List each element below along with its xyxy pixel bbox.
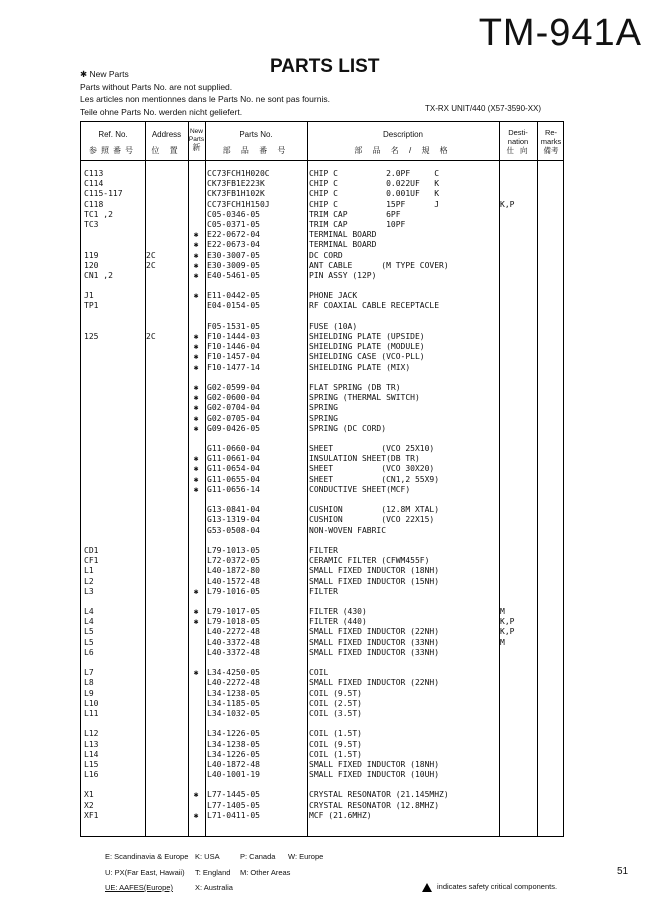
parts-number-cell: G13-0841-04 [207,505,260,515]
table-row [81,678,563,688]
parts-number-cell: L77-1405-05 [207,800,260,810]
ref-cell: L5 [84,637,94,647]
new-parts-mark: ✱ [193,291,199,301]
ref-cell: X1 [84,790,94,800]
description-cell: SPRING [309,403,338,413]
table-row [81,291,563,301]
description-cell: COIL (1.5T) [309,729,362,739]
ref-cell: L10 [84,698,99,708]
table-row [81,363,563,373]
ref-cell: 119 [84,250,99,260]
unit-label: TX-RX UNIT/440 (X57-3590-XX) [425,104,542,113]
legend-w: W: Europe [288,852,324,861]
row-spacer [81,536,563,546]
description-cell: SHIELDING PLATE (MIX) [309,362,411,372]
parts-number-cell: CK73FB1H102K [207,189,265,199]
description-cell: SMALL FIXED INDUCTOR (10UH) [309,770,440,780]
parts-table [80,121,564,837]
new-parts-mark: ✱ [193,382,199,392]
legend-p: P: Canada [240,852,276,861]
page-number: 51 [617,866,629,877]
table-row [81,740,563,750]
description-cell: SMALL FIXED INDUCTOR (15NH) [309,576,440,586]
row-spacer [81,658,563,668]
description-cell: CERAMIC FILTER (CFWM455F) [309,556,430,566]
table-row [81,322,563,332]
ref-cell: L11 [84,708,99,718]
new-parts-mark: ✱ [193,464,199,474]
table-row [81,393,563,403]
description-cell: FILTER [309,545,338,555]
new-parts-mark: ✱ [193,352,199,362]
parts-number-cell: C05-0371-05 [207,219,260,229]
parts-number-cell: L34-1226-05 [207,749,260,759]
table-row [81,230,563,240]
header-destination: Desti-nation 仕 向 [506,128,530,155]
legend-x: X: Australia [195,883,233,892]
new-parts-mark: ✱ [193,342,199,352]
row-spacer [81,495,563,505]
table-row [81,444,563,454]
ref-cell: L4 [84,617,94,627]
row-spacer [81,373,563,383]
description-cell: COIL (9.5T) [309,739,362,749]
description-cell: SHEET (VCO 30X20) [309,464,435,474]
parts-number-cell: F10-1444-03 [207,332,260,341]
parts-number-cell: L40-3372-48 [207,637,260,647]
note-english: Parts without Parts No. are not supplied. [80,81,233,92]
ref-cell: J1 [84,291,94,301]
parts-number-cell: G09-0426-05 [207,423,260,433]
parts-number-cell: L40-2272-48 [207,678,260,688]
table-row [81,220,563,230]
description-cell: NON-WOVEN FABRIC [309,525,387,535]
table-row [81,750,563,760]
address-cell: 2C [146,332,156,341]
warning-triangle-icon [422,883,432,892]
new-parts-mark: ✱ [193,484,199,494]
new-parts-mark: ✱ [193,474,199,484]
note-french: Les articles non mentionnes dans le Parts No. ne sont pas fournis. [80,94,330,104]
ref-cell: C118 [84,199,104,209]
ref-cell: TP1 [84,301,99,311]
table-row [81,464,563,474]
table-row [81,485,563,495]
table-row [81,790,563,800]
parts-number-cell: F10-1457-04 [207,352,260,362]
new-parts-mark: ✱ [193,668,199,678]
ref-cell: L2 [84,576,94,586]
parts-number-cell: L40-3372-48 [207,647,260,657]
ref-cell: CN1 ,2 [84,270,113,280]
table-row [81,668,563,678]
parts-number-cell: L40-1872-80 [207,566,260,576]
new-parts-mark: ✱ [193,240,199,250]
description-cell: ANT CABLE (M TYPE COVER) [309,260,449,270]
description-cell: CRYSTAL RESONATOR (12.8MHZ) [309,800,440,810]
description-cell: SMALL FIXED INDUCTOR (22NH) [309,627,440,637]
parts-number-cell: L34-1185-05 [207,698,260,708]
table-row [81,699,563,709]
ref-cell: TC1 ,2 [84,209,113,219]
parts-number-cell: G02-0705-04 [207,413,260,423]
header-description: Description 部 品 名 / 規 格 [354,130,452,155]
parts-number-cell: L34-1238-05 [207,688,260,698]
table-row [81,617,563,627]
table-row [81,240,563,250]
description-cell: PIN ASSY (12P) [309,270,377,280]
description-cell: FUSE (10A) [309,321,358,331]
model-number: TM-941A [478,12,642,54]
description-cell: CHIP C 0.022UF K [309,179,440,189]
ref-cell: XF1 [84,810,99,820]
table-row [81,261,563,271]
table-row [81,709,563,719]
description-cell: SPRING [309,413,338,423]
description-cell: INSULATION SHEET(DB TR) [309,454,420,464]
table-row [81,760,563,770]
ref-cell: L8 [84,678,94,688]
description-cell: SMALL FIXED INDUCTOR (18NH) [309,566,440,576]
ref-cell: CF1 [84,556,99,566]
parts-number-cell: L40-2272-48 [207,627,260,637]
table-row [81,515,563,525]
table-row [81,189,563,199]
description-cell: TRIM CAP 6PF [309,209,401,219]
table-row [81,689,563,699]
new-parts-mark: ✱ [193,260,199,270]
row-spacer [81,780,563,790]
ref-cell: L15 [84,759,99,769]
note-german: Teile ohne Parts No. werden nicht geliefert. [80,106,243,117]
table-row [81,801,563,811]
destination-cell: M [500,607,505,617]
note-new-parts: ✱ New Parts [80,69,129,79]
destination-cell: K,P [500,199,515,209]
parts-number-cell: E22-0672-04 [207,230,260,240]
page-title: PARTS LIST [270,56,380,77]
parts-number-cell: L79-1017-05 [207,607,260,617]
table-row [81,301,563,311]
ref-cell: 120 [84,260,99,270]
parts-number-cell: F10-1477-14 [207,362,260,372]
parts-number-cell: E30-3009-05 [207,260,260,270]
description-cell: CRYSTAL RESONATOR (21.145MHZ) [309,790,449,800]
parts-number-cell: L77-1445-05 [207,790,260,800]
legend-e: E: Scandinavia & Europe [105,852,189,861]
parts-number-cell: L34-1226-05 [207,729,260,739]
ref-cell: L12 [84,729,99,739]
parts-number-cell: G02-0599-04 [207,382,260,392]
description-cell: COIL (3.5T) [309,708,362,718]
table-row [81,811,563,821]
table-row [81,648,563,658]
table-row [81,556,563,566]
ref-cell: L3 [84,586,94,596]
destination-cell: M [500,637,505,647]
description-cell: SHIELDING PLATE (MODULE) [309,342,425,352]
table-row [81,403,563,413]
parts-number-cell: E30-3007-05 [207,250,260,260]
new-parts-mark: ✱ [193,423,199,433]
description-cell: PHONE JACK [309,291,358,301]
description-cell: COIL [309,668,329,678]
address-cell: 2C [146,250,156,260]
table-row [81,729,563,739]
table-row [81,770,563,780]
row-spacer [81,312,563,322]
description-cell: DC CORD [309,250,343,260]
parts-number-cell: L71-0411-05 [207,810,260,820]
destination-cell: K,P [500,627,515,637]
table-row [81,179,563,189]
description-cell: FILTER (430) [309,607,367,617]
parts-number-cell: G11-0655-04 [207,474,260,484]
ref-cell: L1 [84,566,94,576]
ref-cell: L7 [84,668,94,678]
new-parts-mark: ✱ [193,607,199,617]
description-cell: SPRING (THERMAL SWITCH) [309,393,420,403]
parts-number-cell: L34-1032-05 [207,708,260,718]
table-row [81,607,563,617]
parts-number-cell: L34-1238-05 [207,739,260,749]
ref-cell: L6 [84,647,94,657]
header-divider [81,160,563,161]
parts-number-cell: G11-0661-04 [207,454,260,464]
parts-number-cell: G53-0508-04 [207,525,260,535]
description-cell: CONDUCTIVE SHEET(MCF) [309,484,411,494]
parts-number-cell: F10-1446-04 [207,342,260,352]
description-cell: FILTER (440) [309,617,367,627]
safety-note: indicates safety critical components. [422,882,557,892]
parts-number-cell: E40-5461-05 [207,270,260,280]
table-row [81,332,563,342]
description-cell: TERMINAL BOARD [309,230,377,240]
description-cell: SMALL FIXED INDUCTOR (33NH) [309,637,440,647]
table-row [81,587,563,597]
description-cell: COIL (2.5T) [309,698,362,708]
header-new-parts: New Parts 新 [188,128,205,152]
parts-number-cell: G02-0704-04 [207,403,260,413]
ref-cell: C114 [84,179,104,189]
description-cell: COIL (9.5T) [309,688,362,698]
ref-cell: L13 [84,739,99,749]
description-cell: TERMINAL BOARD [309,240,377,250]
table-row [81,271,563,281]
parts-number-cell: L79-1016-05 [207,586,260,596]
table-row [81,210,563,220]
header-address: Address 位 置 [151,130,182,155]
description-cell: TRIM CAP 10PF [309,219,406,229]
description-cell: SHEET (VCO 25X10) [309,444,435,454]
description-cell: CHIP C 2.0PF C [309,169,440,178]
description-cell: CUSHION (12.8M XTAL) [309,505,440,515]
table-row [81,342,563,352]
parts-number-cell: E22-0673-04 [207,240,260,250]
header-remarks: Re-marks 備考 [540,128,562,155]
destination-cell: K,P [500,617,515,627]
header-ref: Ref. No. 参照番号 [89,130,137,155]
description-cell: SHIELDING CASE (VCO-PLL) [309,352,425,362]
parts-number-cell: G02-0600-04 [207,393,260,403]
new-parts-mark: ✱ [193,454,199,464]
ref-cell: L9 [84,688,94,698]
notes-block [80,68,330,118]
new-parts-mark: ✱ [193,393,199,403]
parts-number-cell: G11-0656-14 [207,484,260,494]
description-cell: MCF (21.6MHZ) [309,810,372,820]
ref-cell: L14 [84,749,99,759]
table-row [81,546,563,556]
new-parts-mark: ✱ [193,270,199,280]
ref-cell: L4 [84,607,94,617]
parts-number-cell: L34-4250-05 [207,668,260,678]
table-row [81,251,563,261]
table-row [81,169,563,179]
table-row [81,454,563,464]
parts-number-cell: CK73FB1E223K [207,179,265,189]
description-cell: CHIP C 15PF J [309,199,440,209]
table-row [81,505,563,515]
new-parts-mark: ✱ [193,230,199,240]
legend-t: T: England [195,868,231,877]
new-parts-mark: ✱ [193,332,199,341]
ref-cell: TC3 [84,219,99,229]
table-row [81,638,563,648]
new-parts-mark: ✱ [193,362,199,372]
table-row [81,414,563,424]
parts-number-cell: L40-1001-19 [207,770,260,780]
header-parts-no: Parts No. 部 品 番 号 [222,130,290,155]
legend-u: U: PX(Far East, Hawaii) [105,868,185,877]
description-cell: FILTER [309,586,338,596]
parts-number-cell: CC73FCH1H150J [207,199,270,209]
ref-cell: CD1 [84,545,99,555]
parts-number-cell: E04-0154-05 [207,301,260,311]
description-cell: FLAT SPRING (DB TR) [309,382,401,392]
new-parts-mark: ✱ [193,403,199,413]
description-cell: SPRING (DC CORD) [309,423,387,433]
description-cell: CHIP C 0.001UF K [309,189,440,199]
legend-ue: UE: AAFES(Europe) [105,883,173,892]
table-row [81,200,563,210]
description-cell: SMALL FIXED INDUCTOR (22NH) [309,678,440,688]
description-cell: COIL (1.5T) [309,749,362,759]
description-cell: SHEET (CN1,2 55X9) [309,474,440,484]
table-row [81,627,563,637]
parts-number-cell: CC73FCH1H020C [207,169,270,178]
parts-number-cell: G11-0660-04 [207,444,260,454]
description-cell: SHIELDING PLATE (UPSIDE) [309,332,425,341]
ref-cell: 125 [84,332,99,341]
new-parts-mark: ✱ [193,617,199,627]
row-spacer [81,597,563,607]
address-cell: 2C [146,260,156,270]
description-cell: SMALL FIXED INDUCTOR (18NH) [309,759,440,769]
parts-number-cell: G13-1319-04 [207,515,260,525]
table-row [81,577,563,587]
description-cell: CUSHION (VCO 22X15) [309,515,435,525]
ref-cell: L16 [84,770,99,780]
parts-number-cell: L72-0372-05 [207,556,260,566]
ref-cell: C115-117 [84,189,123,199]
parts-rows [81,169,563,821]
parts-number-cell: G11-0654-04 [207,464,260,474]
new-parts-mark: ✱ [193,413,199,423]
parts-number-cell: L40-1572-48 [207,576,260,586]
parts-number-cell: L79-1013-05 [207,545,260,555]
new-parts-mark: ✱ [193,586,199,596]
new-parts-mark: ✱ [193,250,199,260]
description-cell: RF COAXIAL CABLE RECEPTACLE [309,301,440,311]
row-spacer [81,281,563,291]
table-row [81,352,563,362]
parts-number-cell: F05-1531-05 [207,321,260,331]
description-cell: SMALL FIXED INDUCTOR (33NH) [309,647,440,657]
ref-cell: X2 [84,800,94,810]
parts-number-cell: L79-1018-05 [207,617,260,627]
parts-number-cell: C05-0346-05 [207,209,260,219]
table-row [81,526,563,536]
table-row [81,424,563,434]
table-row [81,383,563,393]
row-spacer [81,434,563,444]
ref-cell: C113 [84,169,104,178]
legend-k: K: USA [195,852,220,861]
table-row [81,475,563,485]
ref-cell: L5 [84,627,94,637]
parts-number-cell: E11-0442-05 [207,291,260,301]
table-row [81,566,563,576]
new-parts-mark: ✱ [193,790,199,800]
row-spacer [81,719,563,729]
legend-m: M: Other Areas [240,868,291,877]
new-parts-mark: ✱ [193,810,199,820]
parts-number-cell: L40-1872-48 [207,759,260,769]
